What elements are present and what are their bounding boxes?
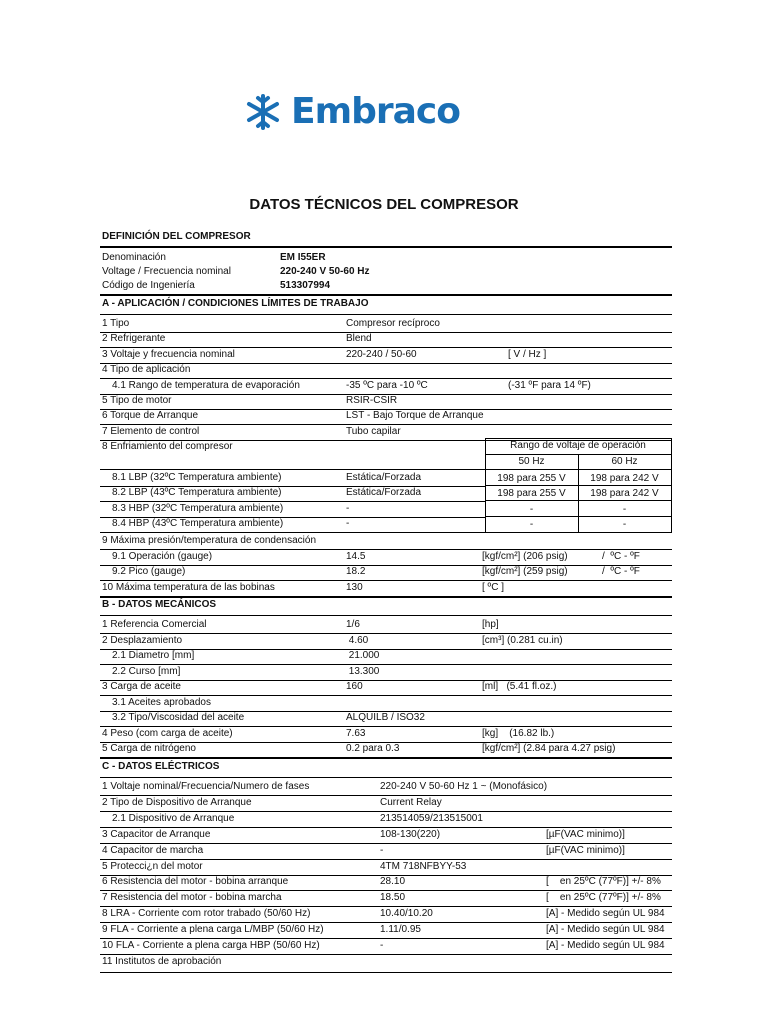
spec-row [102,680,672,694]
spec-unit: [kgf/cm²] (206 psig) [482,550,568,562]
spec-label: 2 Refrigerante [102,333,166,345]
spec-row [102,379,672,393]
spec-unit: [A] - Medido según UL 984 [546,908,665,920]
spec-value: -35 ºC para -10 ºC [346,379,428,391]
grid-line [485,532,672,533]
spec-unit: [µF(VAC minimo)] [546,844,625,856]
spec-unit: [ml] (5.41 fl.oz.) [482,681,557,692]
spec-unit: [cm³] (0.281 cu.in) [482,634,563,646]
spec-label: 9.1 Operación (gauge) [112,550,213,562]
spec-value: LST - Bajo Torque de Arranque [346,410,484,422]
cooling-range-header: Rango de voltaje de operación [510,440,646,451]
spec-value: 160 [346,681,363,692]
spec-label: 3 Carga de aceite [102,681,181,692]
definition-heading: DEFINICIÓN DEL COMPRESOR [102,231,251,242]
spec-value: 7.63 [346,727,366,739]
spec-value: 130 [346,581,363,593]
spec-row [102,875,672,889]
voltage-50hz-cell: 198 para 255 V [497,488,566,499]
spec-value: 4TM 718NFBYY-53 [380,860,467,872]
spec-value: 1.11/0.95 [380,924,421,936]
spec-label: 9 Máxima presión/temperatura de condensación [102,535,317,546]
spec-value: Estática/Forzada [346,487,422,498]
spec-label: 10 Máxima temperatura de las bobinas [102,581,275,593]
divider [100,757,672,759]
spec-unit: [ en 25ºC (77ºF)] +/- 8% [546,892,661,904]
spec-unit: [ en 25ºC (77ºF)] +/- 8% [546,876,661,888]
cooling-col-50hz: 50 Hz [518,456,545,467]
spec-row [102,332,672,346]
spec-value: ALQUILB / ISO32 [346,712,425,723]
divider [100,777,672,778]
spec-label: 6 Torque de Arranque [102,410,199,422]
embraco-logo [243,92,460,132]
spec-value: 0.2 para 0.3 [346,743,400,754]
spec-label: 2 Desplazamiento [102,634,183,646]
spec-value: 220-240 / 50-60 [346,348,417,360]
spec-value: 108-130(220) [380,828,441,840]
spec-row [102,923,672,937]
spec-row [102,618,672,632]
spec-value: 1/6 [346,619,360,630]
spec-unit: [µF(VAC minimo)] [546,828,625,840]
spec-label: 8.1 LBP (32ºC Temperatura ambiente) [112,471,282,483]
divider [100,532,485,533]
definition-value: EM I55ER [280,252,326,263]
spec-label: 4.1 Rango de temperatura de evaporación [112,379,300,391]
spec-row [102,742,672,756]
spec-label: 4 Tipo de aplicación [102,364,191,376]
divider [100,314,672,315]
spec-label: 8.4 HBP (43ºC Temperatura ambiente) [112,518,284,529]
spec-unit: [kgf/cm²] (2.84 para 4.27 psig) [482,743,616,754]
spec-row [102,581,672,595]
spec-value: Blend [346,333,372,345]
spec-value: Tubo capilar [346,425,401,437]
spec-label: 5 Carga de nitrógeno [102,743,196,754]
spec-value: Compresor recíproco [346,318,440,329]
spec-value: 21.000 [346,650,380,661]
divider [100,972,672,973]
definition-row [102,251,672,265]
spec-row [102,425,672,439]
spec-label: 4 Peso (com carga de aceite) [102,727,233,739]
spec-label: 10 FLA - Corriente a plena carga HBP (50/60 Hz) [102,940,320,951]
section-c-heading: C - DATOS ELÉCTRICOS [102,761,220,772]
spec-value: 28.10 [380,876,406,888]
spec-value: 10.40/10.20 [380,908,433,920]
spec-label: 8 LRA - Corriente com rotor trabado (50/60 Hz) [102,908,311,920]
spec-label: 8 Enfriamiento del compresor [102,441,233,452]
spec-value: 13.300 [346,665,380,677]
spec-value: RSIR-CSIR [346,395,398,406]
spec-row [102,727,672,741]
spec-row [102,907,672,921]
voltage-50hz-cell: 198 para 255 V [497,472,566,484]
spec-row [102,812,672,826]
voltage-50hz-cell: - [529,503,534,515]
spec-label: 2.2 Curso [mm] [112,665,181,677]
spec-label: 8.3 HBP (32ºC Temperatura ambiente) [112,502,284,514]
spec-row [102,317,672,331]
spec-row [102,796,672,810]
spec-extra: / ºC - ºF [602,550,640,562]
spec-extra: [ V / Hz ] [508,348,547,360]
spec-label: 9.2 Pico (gauge) [112,566,186,577]
spec-row [102,955,672,969]
section-a-heading: A - APLICACIÓN / CONDICIONES LÍMITES DE TRABAJO [102,298,369,309]
spec-label: 5 Protecci¿n del motor [102,860,203,872]
spec-extra: / ºC - ºF [602,566,640,577]
spec-label: 11 Institutos de aprobación [102,955,222,967]
spec-label: 4 Capacitor de marcha [102,844,204,856]
spec-unit: [hp] [482,619,499,630]
spec-row [102,394,672,408]
spec-label: 2 Tipo de Dispositivo de Arranque [102,796,252,808]
spec-label: 2.1 Dispositivo de Arranque [112,812,235,824]
spec-value: - [380,844,384,856]
definition-row [102,265,672,279]
divider [100,246,672,248]
spec-value: - [380,940,384,951]
spec-value: 18.2 [346,566,366,577]
spec-label: 1 Tipo [102,318,130,329]
spec-row [102,634,672,648]
snowflake-logo-icon [243,92,283,132]
page-title: DATOS TÉCNICOS DEL COMPRESOR [249,196,519,213]
spec-row [102,550,672,564]
spec-row [102,860,672,874]
spec-row [102,665,672,679]
spec-label: 5 Tipo de motor [102,395,172,406]
divider [100,615,672,616]
spec-value: - [346,518,350,529]
spec-label: 9 FLA - Corriente a plena carga L/MBP (50/60 Hz) [102,924,324,936]
spec-unit: [A] - Medido según UL 984 [546,924,665,936]
spec-row [102,534,672,548]
spec-value: 213514059/213515001 [380,812,483,824]
spec-label: 7 Elemento de control [102,425,200,437]
spec-unit: [kg] (16.82 lb.) [482,727,555,739]
logo-wordmark: Embraco [291,91,460,132]
definition-row [102,279,672,293]
voltage-60hz-cell: - [622,503,627,515]
spec-unit: [kgf/cm²] (259 psig) [482,566,568,577]
voltage-50hz-cell: - [529,519,534,530]
spec-extra: (-31 ºF para 14 ºF) [508,379,591,391]
definition-value: 220-240 V 50-60 Hz [280,266,370,277]
spec-row [102,363,672,377]
spec-value: Current Relay [380,796,442,808]
spec-value: 14.5 [346,550,366,562]
spec-row [102,649,672,663]
spec-row [102,565,672,579]
spec-label: 1 Voltaje nominal/Frecuencia/Numero de fases [102,781,310,792]
spec-label: 8.2 LBP (43ºC Temperatura ambiente) [112,487,282,498]
definition-label: Voltage / Frecuencia nominal [102,266,231,277]
spec-label: 3 Capacitor de Arranque [102,828,211,840]
spec-value: - [346,502,350,514]
voltage-60hz-cell: 198 para 242 V [590,488,659,499]
spec-row [102,348,672,362]
spec-label: 3.1 Aceites aprobados [112,696,211,708]
voltage-60hz-cell: 198 para 242 V [590,472,659,484]
spec-label: 3 Voltaje y frecuencia nominal [102,348,235,360]
spec-row [102,828,672,842]
spec-row [102,711,672,725]
spec-row [102,939,672,953]
spec-value: 220-240 V 50-60 Hz 1 ~ (Monofásico) [380,781,548,792]
divider [100,294,672,296]
definition-label: Denominación [102,252,166,263]
spec-label: 7 Resistencia del motor - bobina marcha [102,892,282,904]
definition-label: Código de Ingeniería [102,280,195,291]
spec-value: Estática/Forzada [346,471,422,483]
spec-row [102,409,672,423]
spec-value: 18.50 [380,892,406,904]
voltage-60hz-cell: - [622,519,627,530]
spec-label: 1 Referencia Comercial [102,619,207,630]
spec-row [102,780,672,794]
divider [100,469,485,470]
spec-label: 6 Resistencia del motor - bobina arranque [102,876,289,888]
spec-row [102,696,672,710]
section-b-heading: B - DATOS MECÁNICOS [102,599,217,610]
spec-row [102,844,672,858]
spec-unit: [ ºC ] [482,581,504,593]
definition-value: 513307994 [280,280,331,291]
spec-unit: [A] - Medido según UL 984 [546,940,665,951]
spec-value: 4.60 [346,634,369,646]
divider [100,596,672,598]
cooling-col-60hz: 60 Hz [611,456,638,467]
spec-label: 2.1 Diametro [mm] [112,650,195,661]
spec-label: 3.2 Tipo/Viscosidad del aceite [112,712,245,723]
spec-row [102,891,672,905]
